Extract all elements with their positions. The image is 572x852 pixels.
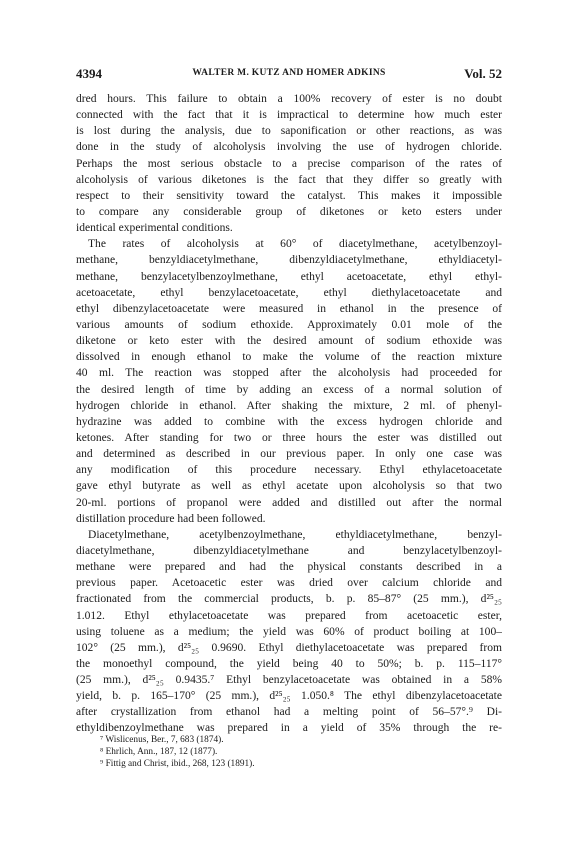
- text-line: various amounts of sodium ethoxide. Approximately 0.01 mole of the: [76, 318, 502, 331]
- text-line: ketones. After standing for two or three hours the ester was distilled out: [76, 431, 502, 444]
- footnote: ⁹ Fittig and Christ, ibid., 268, 123 (1891).: [100, 759, 255, 770]
- text-line: the monoethyl compound, the yield being 40 to 50%; b. p. 115–117°: [76, 657, 502, 670]
- text-line: identical experimental conditions.: [76, 222, 233, 235]
- text-line: 102° (25 mm.), d²⁵₂₅ 0.9690. Ethyl diethylacetoacetate was prepared from: [76, 641, 502, 654]
- text-line: alcoholysis of various diketones is the fact that they differ so greatly with: [76, 173, 502, 186]
- volume-label: Vol. 52: [464, 66, 502, 81]
- text-line: The rates of alcoholysis at 60° of diacetylmethane, acetylbenzoyl-: [88, 238, 502, 251]
- text-line: respect to their sensitivity toward the catalyst. This makes it impossible: [76, 189, 502, 202]
- text-line: the desired length of time by adding an excess of a normal solution of: [76, 383, 502, 396]
- text-line: diketone or keto ester with the desired amount of sodium ethoxide was: [76, 335, 502, 348]
- text-line: (25 mm.), d²⁵₂₅ 0.9435.⁷ Ethyl benzylacetoacetate was obtained in a 58%: [76, 674, 502, 687]
- footnote: ⁸ Ehrlich, Ann., 187, 12 (1877).: [100, 747, 218, 758]
- text-line: done in the study of alcoholysis involving the use of hydrogen chloride.: [76, 141, 502, 154]
- text-line: and determined as described in our previous paper. In only one case was: [76, 448, 502, 461]
- text-line: after crystallization from ethanol had a melting point of 56–57°.⁹ Di-: [76, 706, 502, 719]
- text-line: methane, benzyldiacetylmethane, dibenzyldiacetylmethane, ethyldiacetyl-: [76, 254, 502, 267]
- text-line: dred hours. This failure to obtain a 100% recovery of ester is no doubt: [76, 93, 502, 105]
- text-line: any modification of this procedure necessary. Ethyl ethylacetoacetate: [76, 464, 502, 477]
- text-line: 40 ml. The reaction was stopped after the alcoholysis had proceeded for: [76, 367, 502, 380]
- text-line: previous paper. Acetoacetic ester was dried over calcium chloride and: [76, 577, 502, 590]
- page-number: 4394: [76, 66, 102, 81]
- text-line: hydrogen chloride in ethanol. After shaking the mixture, 2 ml. of phenyl-: [76, 399, 502, 412]
- text-line: distillation procedure had been followed.: [76, 512, 266, 525]
- text-line: hydrazine was added to combine with the excess hydrogen chloride and: [76, 415, 502, 428]
- text-line: fractionated from the commercial products, b. p. 85–87° (25 mm.), d²⁵₂₅: [76, 593, 502, 606]
- text-line: to compare any considerable group of diketones or keto esters under: [76, 205, 502, 218]
- running-header: [76, 66, 502, 80]
- text-line: gave ethyl butyrate as well as ethyl acetate upon alcoholysis so that two: [76, 480, 502, 493]
- text-line: methane were prepared and had the physical constants described in a: [76, 561, 502, 574]
- text-line: 1.012. Ethyl ethylacetoacetate was prepared from acetoacetic ester,: [76, 609, 502, 622]
- running-head-authors: WALTER M. KUTZ AND HOMER ADKINS: [192, 68, 386, 78]
- text-line: yield, b. p. 165–170° (25 mm.), d²⁵₂₅ 1.050.⁸ The ethyl dibenzylacetoacetate: [76, 690, 502, 703]
- text-line: 20-ml. portions of propanol were added and distilled out after the normal: [76, 496, 502, 509]
- text-line: dissolved in enough ethanol to make the volume of the reaction mixture: [76, 351, 502, 364]
- text-line: Perhaps the most serious obstacle to a precise comparison of the rates of: [76, 157, 502, 170]
- footnotes: [100, 734, 500, 771]
- text-line: ethyldibenzoylmethane was prepared in a yield of 35% through the re-: [76, 722, 502, 735]
- text-line: acetoacetate, ethyl benzylacetoacetate, ethyl diethylacetoacetate and: [76, 286, 502, 299]
- text-line: is lost during the analysis, due to saponification or other reactions, as was: [76, 125, 502, 138]
- text-line: Diacetylmethane, acetylbenzoylmethane, ethyldiacetylmethane, benzyl-: [88, 528, 502, 541]
- text-line: ethyl dibenzylacetoacetate were measured in ethanol in the presence of: [76, 302, 502, 315]
- body-text: [76, 91, 502, 737]
- footnote: ⁷ Wislicenus, Ber., 7, 683 (1874).: [100, 735, 224, 745]
- text-line: methane, benzylacetylbenzoylmethane, ethyl acetoacetate, ethyl ethyl-: [76, 270, 502, 283]
- text-line: connected with the fact that it is impractical to determine how much ester: [76, 109, 502, 122]
- text-line: using toluene as a medium; the yield was 60% of product boiling at 100–: [76, 625, 502, 638]
- text-line: diacetylmethane, dibenzyldiacetylmethane and benzylacetylbenzoyl-: [76, 544, 502, 557]
